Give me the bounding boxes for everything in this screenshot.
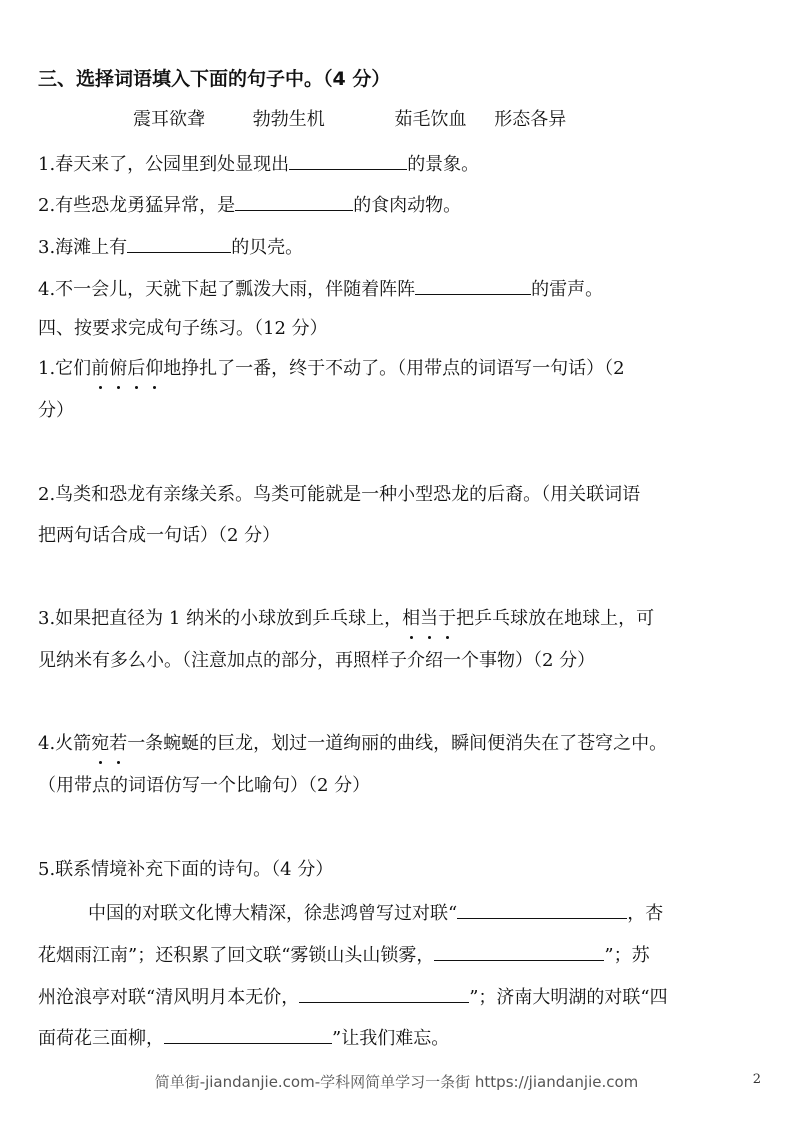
s4-q5-text: 花烟雨江南”；还积累了回文联“雾锁山头山锁雾， <box>38 945 435 966</box>
couplet-blank-3[interactable] <box>299 982 469 1003</box>
s4-q1-text-rest: 地挣扎了一番，终于不动了。（用带点的词语写一句话）（2 <box>163 358 625 379</box>
s4-q5-text: 面荷花三面柳， <box>38 1028 164 1049</box>
dotted-char: 前 <box>91 356 109 382</box>
s4-question-3-line2: 见纳米有多么小。（注意加点的部分，再照样子介绍一个事物）（2 分） <box>38 650 596 671</box>
dotted-char: 俯 <box>109 356 127 382</box>
s4-question-4-line2: （用带点的词语仿写一个比喻句）（2 分） <box>38 775 371 796</box>
s3-q3-blank[interactable] <box>127 232 231 253</box>
s4-q1-text: 1.它们 <box>38 358 92 379</box>
s3-question-4 <box>38 274 763 303</box>
word-2: 勃勃生机 <box>252 109 325 130</box>
s4-q4-text: 4.火箭 <box>38 733 92 754</box>
s3-q2-text-end: 的食肉动物。 <box>353 195 462 216</box>
s3-q1-text-end: 的景象。 <box>407 154 480 175</box>
s3-q2-blank[interactable] <box>235 190 353 211</box>
word-4: 形态各异 <box>494 109 567 130</box>
s4-q4-text-rest: 一条蜿蜒的巨龙，划过一道绚丽的曲线，瞬间便消失在了苍穹之中。 <box>127 733 668 754</box>
s3-question-3 <box>38 232 763 261</box>
s3-q4-blank[interactable] <box>415 274 531 295</box>
section4-title: 四、按要求完成句子练习。（12 分） <box>38 318 328 339</box>
dotted-char: 相 <box>402 606 420 632</box>
s4-q5-text: ”；苏 <box>604 945 650 966</box>
s4-q5-line1 <box>88 898 763 927</box>
s4-question-3-line1 <box>38 606 763 632</box>
s4-q5-line4 <box>38 1023 763 1052</box>
s4-q3-text-rest: 把乒乓球放在地球上，可 <box>456 608 655 629</box>
s4-question-1-line2: 分） <box>38 400 74 421</box>
s4-q5-text: ”让我们难忘。 <box>332 1028 450 1049</box>
dotted-char: 若 <box>109 731 127 757</box>
s4-question-1-line1 <box>38 356 763 382</box>
s3-q4-text: 4.不一会儿，天就下起了瓢泼大雨，伴随着阵阵 <box>38 279 416 300</box>
s4-q5-line3 <box>38 982 763 1011</box>
dotted-char: 后 <box>127 356 145 382</box>
couplet-blank-1[interactable] <box>457 898 627 919</box>
section3-title: 三、选择词语填入下面的句子中。（4 分） <box>38 68 391 90</box>
s4-question-2-line1: 2.鸟类和恐龙有亲缘关系。鸟类可能就是一种小型恐龙的后裔。（用关联词语 <box>38 484 641 505</box>
dotted-char: 仰 <box>145 356 163 382</box>
s3-q1-text: 1.春天来了，公园里到处显现出 <box>38 154 290 175</box>
s4-q5-text: 州沧浪亭对联“清风明月本无价， <box>38 987 300 1008</box>
s4-question-2-line2: 把两句话合成一句话）（2 分） <box>38 525 281 546</box>
dotted-char: 当 <box>420 606 438 632</box>
s3-question-2 <box>38 190 763 219</box>
s3-q3-text: 3.海滩上有 <box>38 237 128 258</box>
s4-q5-text: 中国的对联文化博大精深，徐悲鸿曾写过对联“ <box>88 903 458 924</box>
footer-watermark: 简单街-jiandanjie.com-学科网简单学习一条街 https://jiandanjie.com <box>154 1073 639 1091</box>
s4-q5-text: ”；济南大明湖的对联“四 <box>469 987 668 1008</box>
dotted-char: 于 <box>438 606 456 632</box>
s3-q4-text-end: 的雷声。 <box>531 279 604 300</box>
s4-question-4-line1 <box>38 731 763 757</box>
page-number: 2 <box>752 1072 761 1087</box>
s3-q1-blank[interactable] <box>289 149 407 170</box>
s4-q5-text: ，杏 <box>627 903 664 924</box>
s3-q3-text-end: 的贝壳。 <box>231 237 304 258</box>
s3-q2-text: 2.有些恐龙勇猛异常，是 <box>38 195 236 216</box>
couplet-blank-2[interactable] <box>434 940 604 961</box>
word-bank <box>133 107 763 133</box>
s3-question-1 <box>38 149 763 178</box>
word-1: 震耳欲聋 <box>133 109 205 130</box>
word-3: 茹毛饮血 <box>394 109 467 130</box>
couplet-blank-4[interactable] <box>164 1023 332 1044</box>
dotted-char: 宛 <box>91 731 109 757</box>
s4-question-5-title: 5.联系情境补充下面的诗句。（4 分） <box>38 859 334 880</box>
s4-q3-text: 3.如果把直径为 1 纳米的小球放到乒乓球上， <box>38 608 403 629</box>
s4-q5-line2 <box>38 940 763 969</box>
